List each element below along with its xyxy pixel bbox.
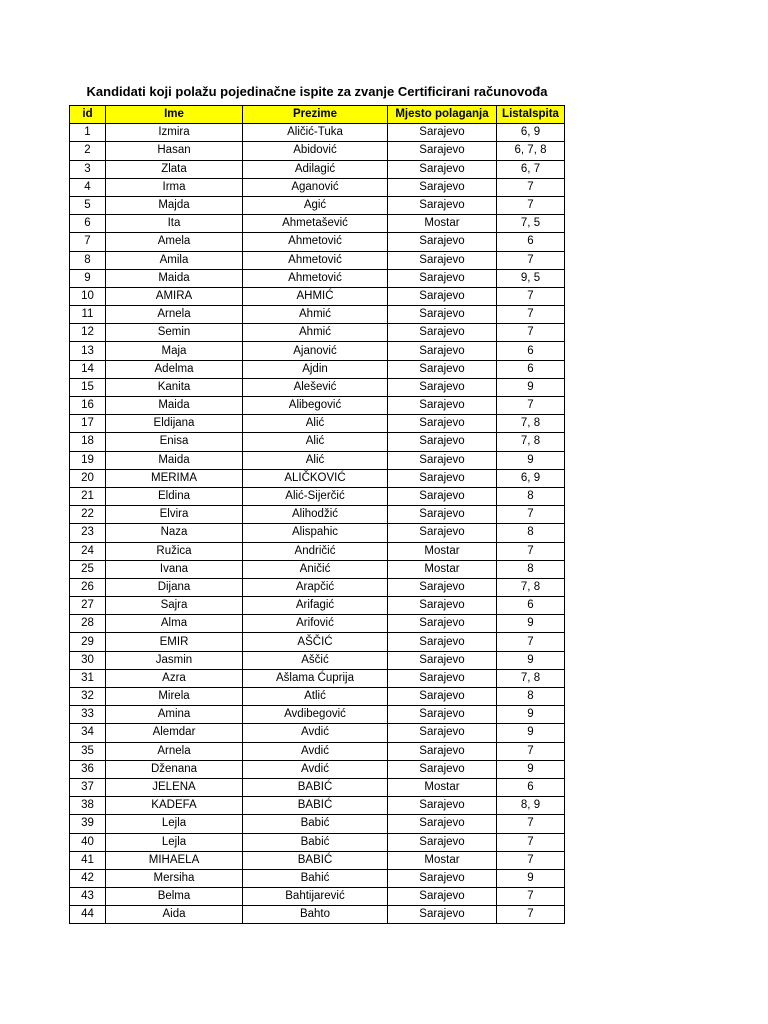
- cell-mjesto: Sarajevo: [388, 815, 497, 833]
- cell-prezime: Alić: [243, 433, 388, 451]
- cell-prezime: ALIČKOVIĆ: [243, 469, 388, 487]
- table-row: [70, 415, 565, 433]
- cell-id: 42: [70, 869, 106, 887]
- cell-ime: Ita: [106, 215, 243, 233]
- cell-mjesto: Sarajevo: [388, 688, 497, 706]
- cell-mjesto: Mostar: [388, 215, 497, 233]
- cell-prezime: Ahmić: [243, 324, 388, 342]
- table-row: [70, 851, 565, 869]
- cell-mjesto: Sarajevo: [388, 651, 497, 669]
- cell-ime: Eldijana: [106, 415, 243, 433]
- cell-mjesto: Sarajevo: [388, 451, 497, 469]
- cell-prezime: Bahtijarević: [243, 888, 388, 906]
- cell-mjesto: Sarajevo: [388, 142, 497, 160]
- table-row: [70, 615, 565, 633]
- table-row: [70, 651, 565, 669]
- cell-lista-ispita: 9: [497, 451, 565, 469]
- cell-id: 27: [70, 597, 106, 615]
- cell-mjesto: Sarajevo: [388, 524, 497, 542]
- cell-prezime: Ajanović: [243, 342, 388, 360]
- cell-id: 40: [70, 833, 106, 851]
- cell-id: 4: [70, 178, 106, 196]
- cell-ime: Majda: [106, 196, 243, 214]
- cell-ime: MERIMA: [106, 469, 243, 487]
- table-row: [70, 178, 565, 196]
- cell-mjesto: Sarajevo: [388, 487, 497, 505]
- cell-mjesto: Sarajevo: [388, 306, 497, 324]
- cell-prezime: Ahmetović: [243, 233, 388, 251]
- cell-mjesto: Sarajevo: [388, 760, 497, 778]
- cell-id: 13: [70, 342, 106, 360]
- cell-prezime: Bahto: [243, 906, 388, 924]
- cell-id: 22: [70, 506, 106, 524]
- cell-mjesto: Sarajevo: [388, 342, 497, 360]
- cell-mjesto: Sarajevo: [388, 706, 497, 724]
- cell-ime: Ružica: [106, 542, 243, 560]
- header-lista-ispita: ListaIspita: [497, 106, 565, 124]
- cell-ime: Maida: [106, 397, 243, 415]
- cell-lista-ispita: 7: [497, 851, 565, 869]
- cell-ime: EMIR: [106, 633, 243, 651]
- cell-id: 41: [70, 851, 106, 869]
- table-row: [70, 196, 565, 214]
- cell-lista-ispita: 8: [497, 487, 565, 505]
- cell-mjesto: Sarajevo: [388, 433, 497, 451]
- cell-id: 26: [70, 578, 106, 596]
- cell-lista-ispita: 8: [497, 688, 565, 706]
- cell-id: 11: [70, 306, 106, 324]
- cell-prezime: Babić: [243, 815, 388, 833]
- cell-lista-ispita: 6, 7, 8: [497, 142, 565, 160]
- cell-mjesto: Sarajevo: [388, 269, 497, 287]
- cell-ime: Mirela: [106, 688, 243, 706]
- cell-ime: Aida: [106, 906, 243, 924]
- cell-ime: Kanita: [106, 378, 243, 396]
- cell-ime: Amina: [106, 706, 243, 724]
- cell-id: 7: [70, 233, 106, 251]
- cell-mjesto: Mostar: [388, 560, 497, 578]
- cell-lista-ispita: 6, 9: [497, 124, 565, 142]
- cell-lista-ispita: 6, 7: [497, 160, 565, 178]
- cell-prezime: Babić: [243, 833, 388, 851]
- cell-lista-ispita: 6: [497, 597, 565, 615]
- cell-prezime: Alić: [243, 451, 388, 469]
- table-row: [70, 360, 565, 378]
- cell-lista-ispita: 7: [497, 196, 565, 214]
- cell-ime: Maja: [106, 342, 243, 360]
- cell-prezime: AHMIĆ: [243, 287, 388, 305]
- cell-prezime: Ajdin: [243, 360, 388, 378]
- table-row: [70, 506, 565, 524]
- table-row: [70, 597, 565, 615]
- cell-ime: Izmira: [106, 124, 243, 142]
- header-prezime: Prezime: [243, 106, 388, 124]
- cell-id: 23: [70, 524, 106, 542]
- cell-id: 37: [70, 778, 106, 796]
- cell-id: 5: [70, 196, 106, 214]
- cell-lista-ispita: 7: [497, 306, 565, 324]
- cell-lista-ispita: 6: [497, 342, 565, 360]
- table-row: [70, 724, 565, 742]
- table-row: [70, 251, 565, 269]
- cell-lista-ispita: 7: [497, 287, 565, 305]
- cell-ime: Irma: [106, 178, 243, 196]
- cell-prezime: Ahmetović: [243, 269, 388, 287]
- cell-id: 32: [70, 688, 106, 706]
- cell-ime: Dijana: [106, 578, 243, 596]
- cell-ime: Adelma: [106, 360, 243, 378]
- cell-lista-ispita: 9: [497, 706, 565, 724]
- cell-id: 35: [70, 742, 106, 760]
- cell-id: 16: [70, 397, 106, 415]
- cell-ime: Alma: [106, 615, 243, 633]
- cell-prezime: Bahić: [243, 869, 388, 887]
- cell-lista-ispita: 9: [497, 869, 565, 887]
- table-row: [70, 233, 565, 251]
- cell-ime: Azra: [106, 669, 243, 687]
- cell-lista-ispita: 6: [497, 233, 565, 251]
- cell-lista-ispita: 7: [497, 906, 565, 924]
- cell-id: 15: [70, 378, 106, 396]
- cell-lista-ispita: 7, 8: [497, 433, 565, 451]
- cell-mjesto: Mostar: [388, 778, 497, 796]
- cell-id: 44: [70, 906, 106, 924]
- cell-id: 9: [70, 269, 106, 287]
- cell-id: 19: [70, 451, 106, 469]
- cell-ime: Belma: [106, 888, 243, 906]
- table-row: [70, 742, 565, 760]
- table-row: [70, 306, 565, 324]
- table-row: [70, 142, 565, 160]
- cell-ime: Enisa: [106, 433, 243, 451]
- cell-ime: Sajra: [106, 597, 243, 615]
- cell-prezime: BABIĆ: [243, 851, 388, 869]
- cell-ime: Jasmin: [106, 651, 243, 669]
- cell-prezime: Alispahic: [243, 524, 388, 542]
- cell-prezime: Ašlama Ćuprija: [243, 669, 388, 687]
- cell-mjesto: Sarajevo: [388, 251, 497, 269]
- cell-lista-ispita: 7: [497, 633, 565, 651]
- cell-mjesto: Mostar: [388, 851, 497, 869]
- cell-id: 17: [70, 415, 106, 433]
- cell-lista-ispita: 8, 9: [497, 797, 565, 815]
- cell-mjesto: Sarajevo: [388, 869, 497, 887]
- cell-prezime: Ahmetović: [243, 251, 388, 269]
- cell-prezime: Ahmetašević: [243, 215, 388, 233]
- cell-mjesto: Sarajevo: [388, 160, 497, 178]
- cell-lista-ispita: 8: [497, 524, 565, 542]
- cell-mjesto: Sarajevo: [388, 397, 497, 415]
- cell-prezime: Alić-Sijerčić: [243, 487, 388, 505]
- header-ime: Ime: [106, 106, 243, 124]
- cell-prezime: Aničić: [243, 560, 388, 578]
- cell-ime: Semin: [106, 324, 243, 342]
- cell-id: 33: [70, 706, 106, 724]
- cell-lista-ispita: 7, 8: [497, 578, 565, 596]
- cell-prezime: Alić: [243, 415, 388, 433]
- cell-id: 18: [70, 433, 106, 451]
- table-row: [70, 124, 565, 142]
- cell-ime: Zlata: [106, 160, 243, 178]
- cell-ime: KADEFA: [106, 797, 243, 815]
- table-row: [70, 760, 565, 778]
- cell-ime: Maida: [106, 269, 243, 287]
- cell-mjesto: Sarajevo: [388, 578, 497, 596]
- cell-id: 1: [70, 124, 106, 142]
- cell-id: 2: [70, 142, 106, 160]
- cell-mjesto: Sarajevo: [388, 378, 497, 396]
- cell-id: 3: [70, 160, 106, 178]
- cell-id: 6: [70, 215, 106, 233]
- cell-prezime: Alešević: [243, 378, 388, 396]
- cell-prezime: Avdić: [243, 742, 388, 760]
- cell-mjesto: Sarajevo: [388, 360, 497, 378]
- cell-ime: Amila: [106, 251, 243, 269]
- cell-id: 29: [70, 633, 106, 651]
- cell-prezime: Arifović: [243, 615, 388, 633]
- table-row: [70, 815, 565, 833]
- cell-lista-ispita: 7: [497, 742, 565, 760]
- table-row: [70, 833, 565, 851]
- cell-lista-ispita: 9: [497, 760, 565, 778]
- table-row: [70, 706, 565, 724]
- cell-prezime: Aščić: [243, 651, 388, 669]
- cell-ime: Ivana: [106, 560, 243, 578]
- cell-mjesto: Sarajevo: [388, 124, 497, 142]
- table-row: [70, 324, 565, 342]
- cell-prezime: BABIĆ: [243, 797, 388, 815]
- cell-ime: Arnela: [106, 306, 243, 324]
- cell-lista-ispita: 6, 9: [497, 469, 565, 487]
- table-row: [70, 669, 565, 687]
- candidates-table: [69, 105, 565, 924]
- table-row: [70, 215, 565, 233]
- cell-lista-ispita: 9: [497, 615, 565, 633]
- cell-id: 12: [70, 324, 106, 342]
- table-row: [70, 469, 565, 487]
- cell-lista-ispita: 6: [497, 360, 565, 378]
- cell-mjesto: Sarajevo: [388, 287, 497, 305]
- cell-ime: Eldina: [106, 487, 243, 505]
- cell-ime: Hasan: [106, 142, 243, 160]
- table-row: [70, 797, 565, 815]
- table-row: [70, 542, 565, 560]
- cell-lista-ispita: 7: [497, 397, 565, 415]
- cell-id: 31: [70, 669, 106, 687]
- table-row: [70, 160, 565, 178]
- cell-ime: Lejla: [106, 815, 243, 833]
- table-row: [70, 397, 565, 415]
- cell-id: 8: [70, 251, 106, 269]
- cell-prezime: Abidović: [243, 142, 388, 160]
- header-id: id: [70, 106, 106, 124]
- cell-prezime: Agić: [243, 196, 388, 214]
- cell-lista-ispita: 7: [497, 506, 565, 524]
- cell-mjesto: Sarajevo: [388, 415, 497, 433]
- cell-mjesto: Sarajevo: [388, 233, 497, 251]
- cell-lista-ispita: 8: [497, 560, 565, 578]
- cell-prezime: Alihodžić: [243, 506, 388, 524]
- cell-prezime: Avdić: [243, 724, 388, 742]
- cell-lista-ispita: 7: [497, 815, 565, 833]
- table-row: [70, 287, 565, 305]
- cell-prezime: Avdić: [243, 760, 388, 778]
- cell-mjesto: Sarajevo: [388, 742, 497, 760]
- table-row: [70, 433, 565, 451]
- cell-id: 43: [70, 888, 106, 906]
- cell-id: 39: [70, 815, 106, 833]
- table-row: [70, 487, 565, 505]
- cell-prezime: Atlić: [243, 688, 388, 706]
- table-row: [70, 778, 565, 796]
- table-row: [70, 633, 565, 651]
- cell-id: 28: [70, 615, 106, 633]
- cell-lista-ispita: 7: [497, 888, 565, 906]
- table-row: [70, 888, 565, 906]
- cell-id: 25: [70, 560, 106, 578]
- cell-lista-ispita: 9: [497, 651, 565, 669]
- cell-lista-ispita: 9: [497, 378, 565, 396]
- cell-prezime: Ahmić: [243, 306, 388, 324]
- cell-lista-ispita: 7: [497, 251, 565, 269]
- cell-ime: Maida: [106, 451, 243, 469]
- document-title: Kandidati koji polažu pojedinačne ispite za zvanje Certificirani računovođa: [86, 84, 548, 99]
- table-row: [70, 560, 565, 578]
- table-body: [70, 124, 565, 924]
- cell-prezime: BABIĆ: [243, 778, 388, 796]
- table-row: [70, 451, 565, 469]
- cell-mjesto: Sarajevo: [388, 597, 497, 615]
- table-row: [70, 578, 565, 596]
- cell-mjesto: Mostar: [388, 542, 497, 560]
- table-row: [70, 269, 565, 287]
- cell-prezime: Alibegović: [243, 397, 388, 415]
- cell-mjesto: Sarajevo: [388, 833, 497, 851]
- cell-prezime: Arapčić: [243, 578, 388, 596]
- cell-mjesto: Sarajevo: [388, 324, 497, 342]
- cell-ime: Amela: [106, 233, 243, 251]
- cell-lista-ispita: 7: [497, 324, 565, 342]
- cell-mjesto: Sarajevo: [388, 724, 497, 742]
- cell-id: 20: [70, 469, 106, 487]
- cell-ime: AMIRA: [106, 287, 243, 305]
- cell-mjesto: Sarajevo: [388, 888, 497, 906]
- cell-lista-ispita: 7: [497, 833, 565, 851]
- cell-id: 30: [70, 651, 106, 669]
- table-row: [70, 869, 565, 887]
- cell-prezime: AŠČIĆ: [243, 633, 388, 651]
- cell-ime: Mersiha: [106, 869, 243, 887]
- cell-id: 36: [70, 760, 106, 778]
- cell-ime: Naza: [106, 524, 243, 542]
- cell-lista-ispita: 9, 5: [497, 269, 565, 287]
- table-header-row: [70, 106, 565, 124]
- cell-mjesto: Sarajevo: [388, 633, 497, 651]
- cell-mjesto: Sarajevo: [388, 469, 497, 487]
- cell-ime: Arnela: [106, 742, 243, 760]
- cell-ime: Elvira: [106, 506, 243, 524]
- cell-mjesto: Sarajevo: [388, 615, 497, 633]
- cell-id: 21: [70, 487, 106, 505]
- cell-ime: MIHAELA: [106, 851, 243, 869]
- table-row: [70, 342, 565, 360]
- cell-ime: Lejla: [106, 833, 243, 851]
- cell-prezime: Aganović: [243, 178, 388, 196]
- cell-prezime: Aličić-Tuka: [243, 124, 388, 142]
- table-row: [70, 378, 565, 396]
- cell-lista-ispita: 7: [497, 178, 565, 196]
- cell-lista-ispita: 9: [497, 724, 565, 742]
- cell-lista-ispita: 7, 8: [497, 669, 565, 687]
- cell-mjesto: Sarajevo: [388, 669, 497, 687]
- header-mjesto-polaganja: Mjesto polaganja: [388, 106, 497, 124]
- cell-mjesto: Sarajevo: [388, 797, 497, 815]
- cell-prezime: Adilagić: [243, 160, 388, 178]
- cell-lista-ispita: 7, 5: [497, 215, 565, 233]
- cell-lista-ispita: 6: [497, 778, 565, 796]
- cell-id: 10: [70, 287, 106, 305]
- cell-prezime: Andričić: [243, 542, 388, 560]
- cell-prezime: Avdibegović: [243, 706, 388, 724]
- cell-id: 14: [70, 360, 106, 378]
- table-row: [70, 906, 565, 924]
- cell-mjesto: Sarajevo: [388, 506, 497, 524]
- cell-ime: Alemdar: [106, 724, 243, 742]
- table-row: [70, 688, 565, 706]
- cell-prezime: Arifagić: [243, 597, 388, 615]
- cell-ime: Dženana: [106, 760, 243, 778]
- cell-mjesto: Sarajevo: [388, 178, 497, 196]
- cell-id: 24: [70, 542, 106, 560]
- cell-id: 34: [70, 724, 106, 742]
- cell-ime: JELENA: [106, 778, 243, 796]
- cell-mjesto: Sarajevo: [388, 906, 497, 924]
- cell-lista-ispita: 7: [497, 542, 565, 560]
- cell-id: 38: [70, 797, 106, 815]
- table-row: [70, 524, 565, 542]
- cell-lista-ispita: 7, 8: [497, 415, 565, 433]
- cell-mjesto: Sarajevo: [388, 196, 497, 214]
